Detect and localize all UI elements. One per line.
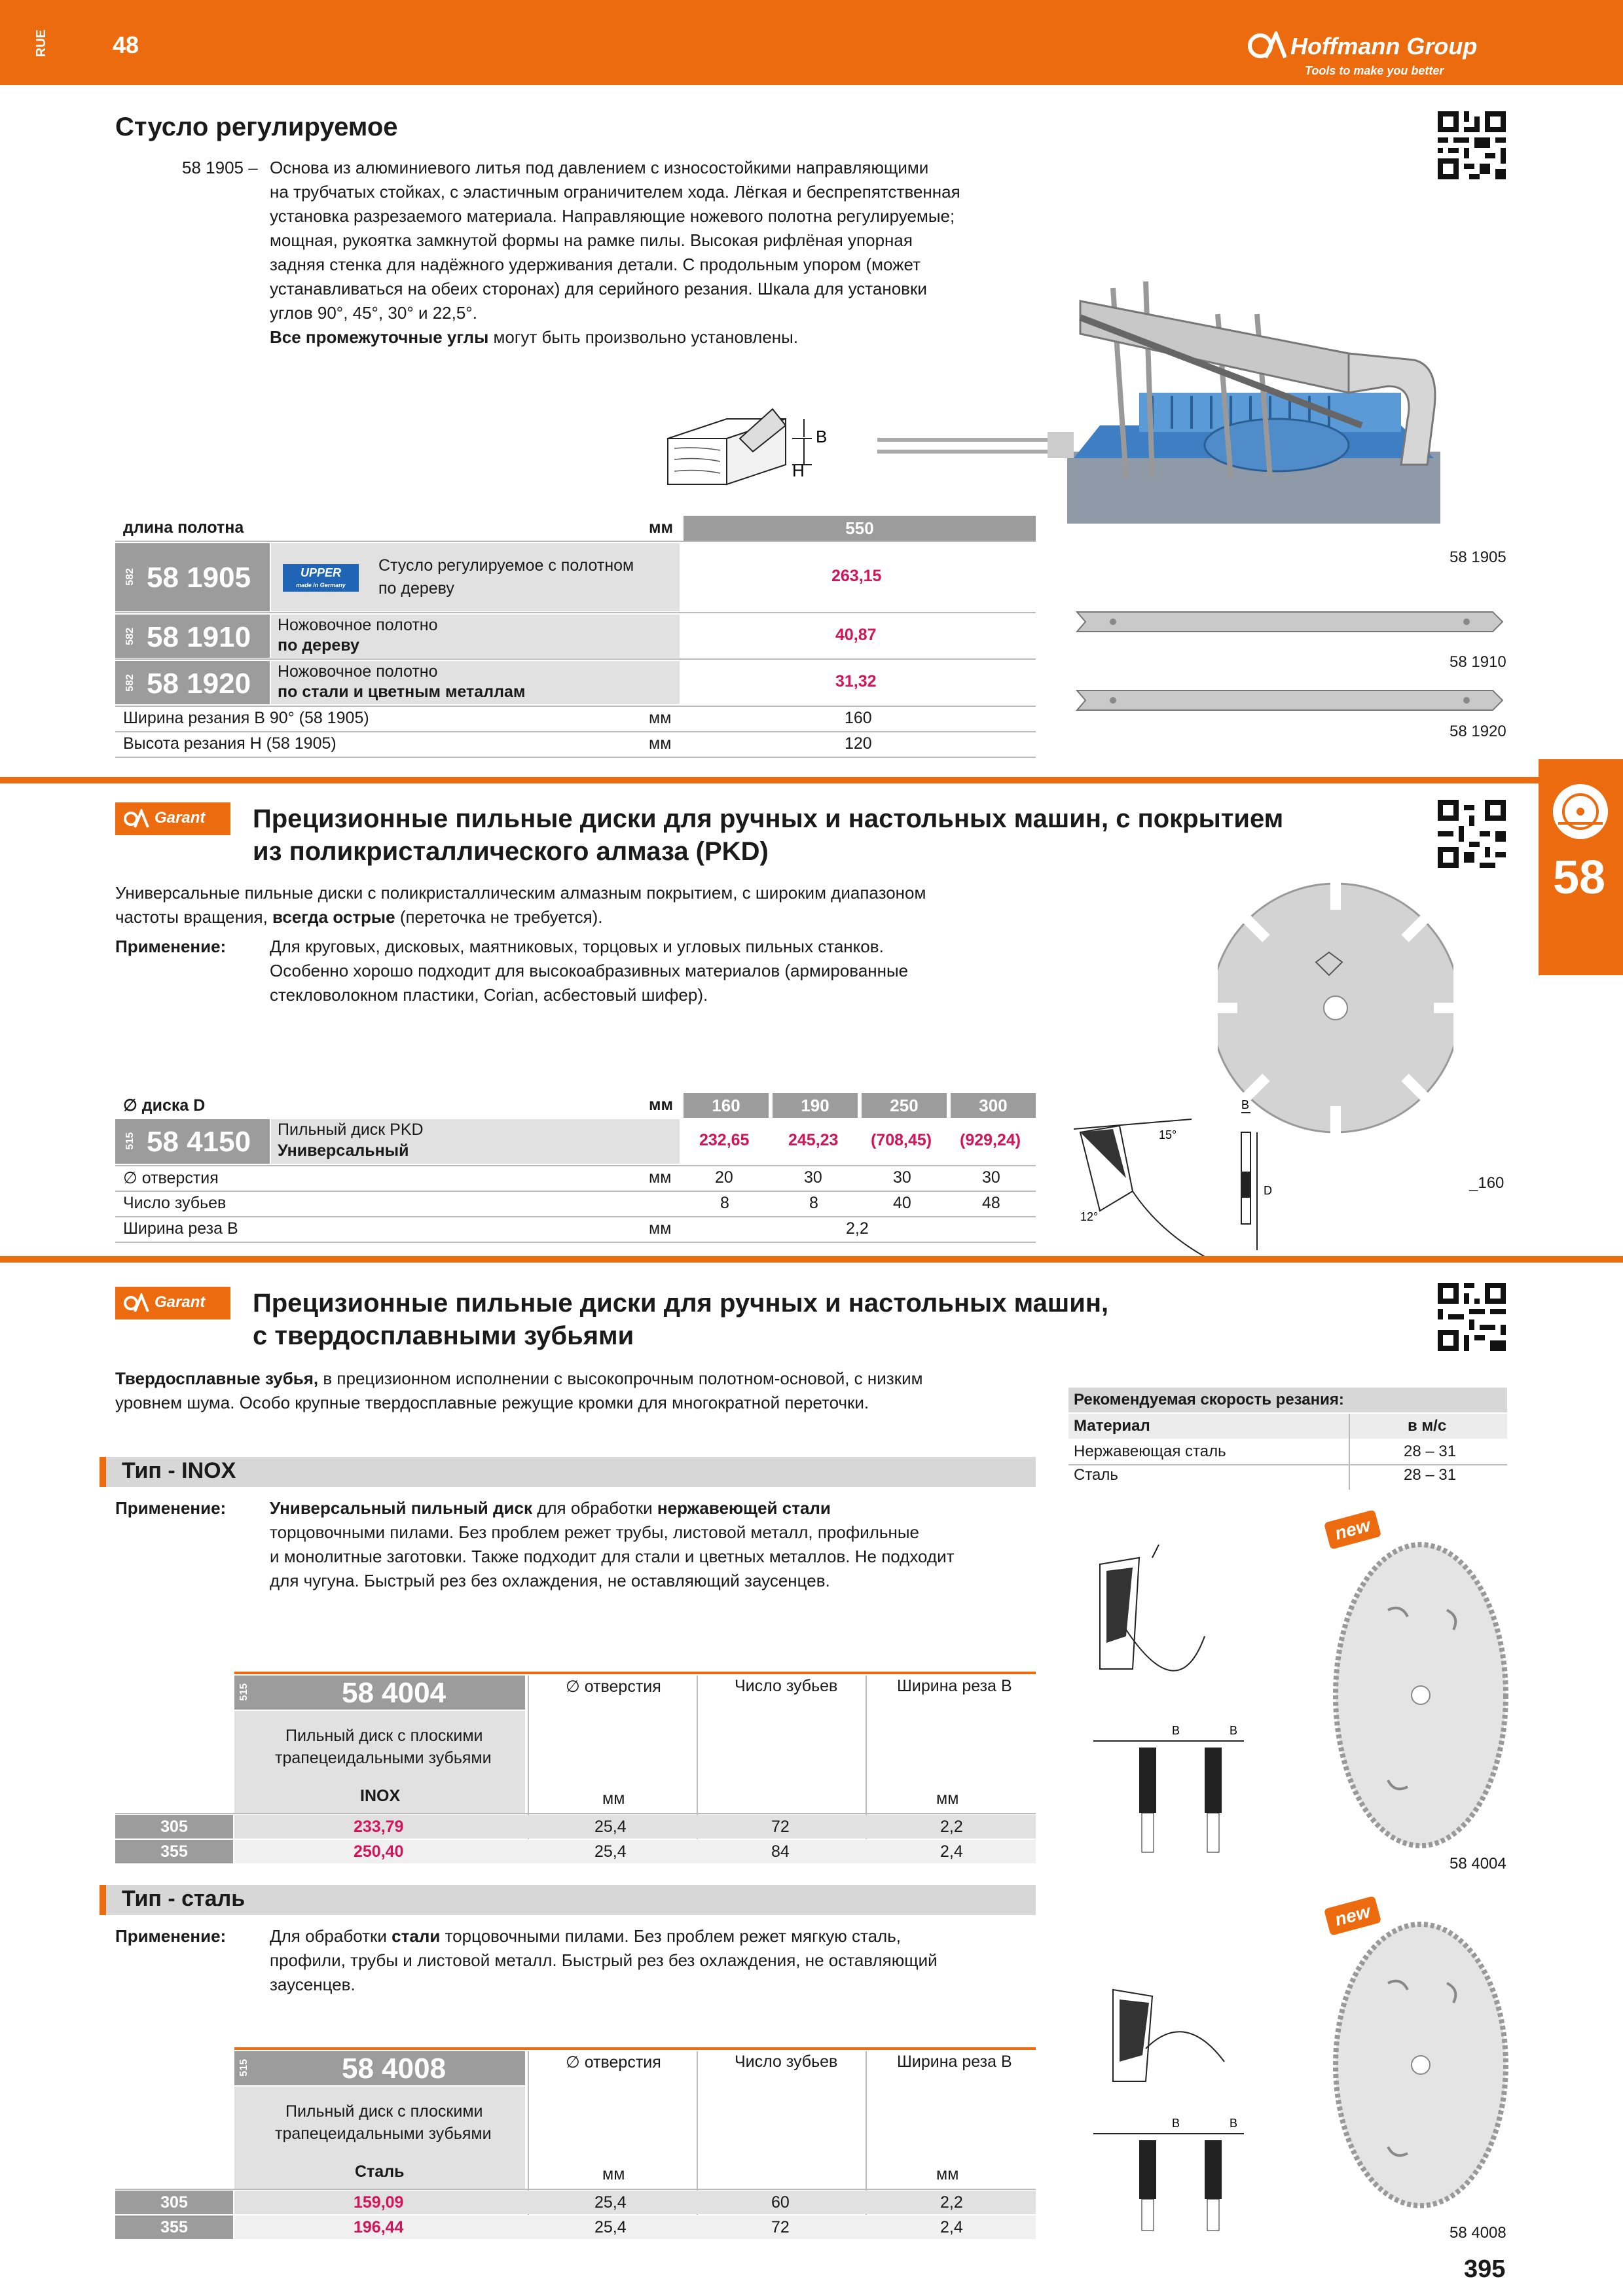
divider [115,706,1036,707]
desc-text: для обработки [532,1498,657,1518]
diagram-label-b: B [1230,2117,1238,2130]
hole-inox-305: 25,4 [594,1818,627,1836]
article-prefix: 582 [124,568,136,586]
desc-line: устанавливаться на обеих сторонах) для серийного резания. Шкала для установки [270,279,927,298]
kerf-label: Ширина реза B [123,1219,238,1238]
application-label: Применение: [115,1926,227,1946]
section2-title [253,802,1283,868]
diagram-label-b: B [1230,1724,1238,1737]
qr-icon [1438,111,1506,179]
steel-application-text [270,1924,1055,1997]
application-text [270,935,1055,1007]
desc-line: установка разрезаемого материала. Направляющие ножевого полотна регулируемые; [270,206,955,226]
desc-line: стекловолокном пластики, Corian, асбестовый шифер). [270,985,708,1005]
unit-label: мм [649,1219,672,1238]
article-prefix: 582 [124,628,136,645]
desc-line: Для круговых, дисковых, маятниковых, торцовых и угловых пильных станков. [270,937,884,956]
article-cell-581905[interactable] [115,543,270,611]
desc-line: на трубчатых стойках, с эластичным ограничителем хода. Лёгкая и беспрепятственная [270,182,960,202]
section2-description [115,881,1097,929]
width-header: Ширина реза B [897,1677,1012,1695]
divider [1068,1464,1507,1465]
table1-header-row [115,516,1036,541]
bore-160: 20 [715,1168,733,1187]
desc-bold: стали [392,1926,441,1946]
tooth-angle-diagram [1074,1100,1290,1257]
speed-stainless: 28 – 31 [1404,1443,1457,1460]
garant-logo-1 [115,802,230,835]
image-label-581910: 58 1910 [1450,653,1506,671]
unit-label: мм [602,2165,625,2183]
unit-label: мм [936,2165,959,2183]
size-cell-300: 300 [951,1093,1036,1118]
cut-height-value: 120 [845,734,872,753]
tooth-profile-diagram-steel [1087,1970,1283,2232]
row-desc-1: Ножовочное полотно [278,662,438,681]
page-number-top: 48 [113,31,139,58]
type-marker [100,1457,106,1487]
carbide-disc-image-584008 [1316,1911,1512,2219]
diagram-label-b: B [1172,2117,1180,2130]
image-label-581905: 58 1905 [1450,548,1506,566]
angle-15-label: 15° [1159,1128,1177,1141]
material-stainless: Нержавеющая сталь [1074,1443,1226,1460]
angle-12-label: 12° [1080,1210,1099,1223]
divider [115,1165,1036,1166]
cut-height-label: Высота резания H (58 1905) [123,734,337,753]
teeth-300: 48 [982,1194,1000,1212]
desc-line: Особенно хорошо подходит для высокоабразивных материалов (армированные [270,961,909,980]
row-desc-2: по дереву [378,579,454,598]
row-desc-2: Универсальный [278,1141,409,1160]
article-cell-584004[interactable] [234,1676,525,1710]
article-number: 58 1920 [147,668,251,700]
desc-line: Основа из алюминиевого литья под давлением с износостойкими направляющими [270,158,929,177]
article-prefix: 515 [238,2059,249,2077]
table-top-line [234,2047,1036,2050]
brand-slogan: Tools to make you better [1305,64,1444,77]
hoffmann-logo-icon [1247,31,1286,60]
row-desc-1: Пильный диск с плоскими [285,1727,483,1745]
price-581910: 40,87 [835,626,877,644]
article-number: 58 4008 [342,2053,447,2085]
diagram-label-d: D [1264,1184,1272,1197]
desc-tail: могут быть произвольно установлены. [488,327,799,347]
teeth-steel-355: 72 [771,2218,790,2236]
blade-image-581920 [1074,684,1506,717]
desc-line: задняя стенка для надёжного удерживания детали. С продольным упором (может [270,255,921,274]
price-300: (929,24) [960,1131,1021,1149]
desc-line [270,1924,1055,1948]
kerf-diagram [1093,2117,1244,2231]
width-inox-355: 2,4 [940,1842,963,1861]
desc-bold: Все промежуточные углы [270,327,489,347]
price-inox-305: 233,79 [354,1818,404,1836]
width-inox-305: 2,2 [940,1818,963,1836]
article-prefix: 515 [238,1683,249,1701]
variant-label: INOX [360,1787,401,1805]
row-desc-1: Пильный диск PKD [278,1121,424,1139]
chapter-number: 58 [1553,852,1606,904]
row-desc-2: трапецеидальными зубьями [275,1749,492,1767]
diagram-label-b: B [1172,1724,1180,1737]
article-number: 58 1910 [147,621,251,653]
upper-brand-sub: made in Germany [296,582,346,588]
diagram-label-b: B [816,427,828,446]
speed-table [1068,1388,1507,1490]
divider [115,612,1036,613]
brand-name: Hoffmann Group [1290,33,1478,60]
desc-bold: Твердосплавные зубья, [115,1369,319,1388]
desc-line: заусенцев. [270,1975,356,1994]
section3-title [253,1287,1108,1352]
desc-line: углов 90°, 45°, 30° и 22,5°. [270,303,477,323]
language-code: RUE [34,29,48,58]
variant-label: Сталь [355,2162,405,2181]
material-steel: Сталь [1074,1466,1118,1484]
desc-line: профили, трубы и листовой металл. Быстрый рез без охлаждения, не оставляющий [270,1950,938,1970]
article-prefix: 515 [124,1132,136,1150]
carbide-disc-image-584004 [1316,1532,1512,1859]
desc-line: и монолитные заготовки. Также подходит для стали и цветных металлов. Не подходит [270,1547,955,1566]
qr-code-3[interactable] [1438,1283,1506,1351]
teeth-160: 8 [720,1194,729,1212]
teeth-steel-305: 60 [771,2193,790,2212]
garant-logo-2 [115,1287,230,1319]
inox-application-text [270,1496,1055,1593]
price-250: (708,45) [871,1131,932,1149]
upper-brand-logo [283,564,359,592]
desc-text: Для обработки [270,1926,392,1946]
price-581905: 263,15 [831,567,882,585]
blade-length-label: длина полотна [123,518,244,537]
section-separator [0,777,1623,783]
desc-text: частоты вращения, [115,907,273,927]
table-top-line [234,1672,1036,1674]
divider [115,1813,1036,1814]
title-line: Прецизионные пильные диски для ручных и настольных машин, [253,1289,1109,1318]
desc-line: торцовочными пилами. Без проблем режет трубы, листовой металл, профильные [270,1522,919,1542]
bore-label: ∅ отверстия [123,1169,219,1187]
image-label-584004: 58 4004 [1450,1855,1506,1873]
width-header: Ширина реза B [897,2053,1012,2071]
application-label: Применение: [115,937,227,956]
size-cell-250: 250 [862,1093,947,1118]
size-cell-190: 190 [773,1093,858,1118]
unit-label: мм [649,1096,673,1114]
teeth-label: Число зубьев [123,1194,227,1212]
image-label-581920: 58 1920 [1450,723,1506,740]
qr-icon [1438,800,1506,868]
page-number-bottom: 395 [1464,2255,1506,2283]
disc-diameter-label: ∅ диска D [123,1096,206,1115]
price-160: 232,65 [699,1131,750,1149]
teeth-inox-305: 72 [771,1818,790,1836]
section1-title: Стусло регулируемое [115,113,398,141]
article-prefix: 582 [124,674,136,692]
desc-bold: всегда острые [272,907,395,927]
article-cell-584150[interactable] [115,1119,270,1164]
garant-logo-text: Garant [155,1293,206,1311]
speed-steel: 28 – 31 [1404,1466,1457,1484]
title-line: из поликристаллического алмаза (PKD) [253,837,769,866]
teeth-header: Число зубьев [735,2053,838,2071]
desc-line: для чугуна. Быстрый рез без охлаждения, не оставляющий заусенцев. [270,1571,830,1590]
article-cell-584008[interactable] [234,2051,525,2085]
unit-label: мм [649,734,672,753]
tooth-profile-diagram-inox [1087,1538,1283,1865]
hole-header: ∅ отверстия [566,2053,661,2072]
hole-header: ∅ отверстия [566,1677,661,1696]
divider [115,1242,1036,1243]
section3-description [115,1367,1045,1415]
size-cell-160: 160 [684,1093,769,1118]
type-inox-title: Тип - INOX [122,1458,236,1483]
unit-label: мм [936,1789,959,1808]
article-number: 58 1905 [147,562,251,594]
width-steel-305: 2,2 [940,2193,963,2212]
bore-190: 30 [804,1168,822,1187]
teeth-190: 8 [809,1194,818,1212]
qr-code-1[interactable] [1438,111,1506,179]
hole-inox-355: 25,4 [594,1842,627,1861]
teeth-header: Число зубьев [735,1677,838,1695]
divider [115,2189,1036,2190]
divider [115,731,1036,732]
desc-line: мощная, рукоятка замкнутой формы на рамке пилы. Высокая рифлёная упорная [270,230,913,250]
new-badge: new [1324,1895,1381,1935]
speed-divider [1349,1414,1350,1490]
image-label-584008: 58 4008 [1450,2224,1506,2242]
desc-text: торцовочными пилами. Без проблем режет мягкую сталь, [440,1926,901,1946]
article-cell-581910[interactable] [115,615,270,658]
type-marker [100,1885,106,1915]
title-line: с твердосплавными зубьями [253,1321,634,1350]
row-desc-2: по стали и цветным металлам [278,683,526,701]
unit-label: мм [649,709,672,727]
article-number: 58 4150 [147,1126,251,1158]
teeth-250: 40 [893,1194,911,1212]
image-label-160: _160 [1469,1174,1504,1192]
miter-saw-image [864,262,1480,537]
width-steel-355: 2,4 [940,2218,963,2236]
price-inox-355: 250,40 [354,1842,404,1861]
hole-steel-355: 25,4 [594,2218,627,2236]
chapter-tab[interactable] [1539,759,1623,975]
desc-line [115,1367,1045,1391]
price-190: 245,23 [788,1131,839,1149]
diameter-cell-305: 305 [115,2191,233,2214]
desc-text: (переточка не требуется). [395,907,603,927]
unit-label: мм [649,518,673,537]
blade-length-value-cell: 550 [684,516,1036,541]
qr-icon [1438,1283,1506,1351]
desc-line: Универсальные пильные диски с поликристаллическим алмазным покрытием, с широким диапазоном [115,883,926,903]
desc-text: в прецизионном исполнении с высокопрочным полотном-основой, с низким [318,1369,923,1388]
speed-unit-header: в м/с [1408,1417,1447,1435]
row-desc-1: Ножовочное полотно [278,616,438,634]
diameter-cell-355: 355 [115,2215,233,2239]
row-desc-1: Стусло регулируемое с полотном [378,556,634,575]
desc-line [270,1496,1055,1520]
cut-dimension-diagram [661,399,845,497]
hole-steel-305: 25,4 [594,2193,627,2212]
row-desc-1: Пильный диск с плоскими [285,2102,483,2121]
diagram-label-h: H [792,461,805,480]
teeth-inox-355: 84 [771,1842,790,1861]
garant-logo-icon [123,809,149,829]
divider [115,1216,1036,1217]
table2-header-row [115,1093,1036,1118]
desc-bold: нержавеющей стали [657,1498,831,1518]
divider [115,658,1036,660]
unit-label: мм [602,1789,625,1808]
cut-width-value: 160 [845,709,872,727]
type-steel-title: Тип - сталь [122,1886,246,1911]
speed-title: Рекомендуемая скорость резания: [1074,1391,1344,1408]
divider [115,757,1036,758]
title-line: Прецизионные пильные диски для ручных и настольных машин, с покрытием [253,804,1284,833]
price-581920: 31,32 [835,672,877,691]
price-steel-355: 196,44 [354,2218,404,2236]
price-steel-305: 159,09 [354,2193,404,2212]
section-separator [0,1256,1623,1263]
row-desc-2: по дереву [278,636,359,655]
bore-300: 30 [982,1168,1000,1187]
kerf-diagram [1093,1724,1244,1852]
diagram-label-b: B [1241,1100,1250,1111]
kerf-value: 2,2 [846,1219,869,1238]
desc-line: уровнем шума. Особо крупные твердосплавные режущие кромки для многократной переточки. [115,1393,869,1412]
article-cell-581920[interactable] [115,661,270,704]
diameter-cell-305: 305 [115,1815,233,1839]
blade-image-581910 [1074,605,1506,638]
divider [115,541,1036,542]
cut-width-label: Ширина резания B 90° (58 1905) [123,709,369,727]
qr-code-2[interactable] [1438,800,1506,868]
diameter-cell-355: 355 [115,1840,233,1863]
row-desc-2: трапецеидальными зубьями [275,2125,492,2143]
upper-brand-name: UPPER [300,566,341,579]
desc-bold: Универсальный пильный диск [270,1498,532,1518]
desc-line [115,905,1097,929]
divider [115,1191,1036,1192]
saw-blade-icon [1553,784,1608,839]
article-number: 58 4004 [342,1677,447,1709]
application-label: Применение: [115,1498,227,1518]
material-header: Материал [1074,1417,1150,1435]
bore-250: 30 [893,1168,911,1187]
new-badge: new [1324,1509,1381,1549]
hoffmann-logo [1247,26,1522,79]
garant-logo-icon [123,1293,149,1313]
section1-code: 58 1905 – [182,158,258,177]
garant-logo-text: Garant [155,809,206,827]
unit-label: мм [649,1168,672,1187]
type-inox-bar [100,1457,1036,1487]
